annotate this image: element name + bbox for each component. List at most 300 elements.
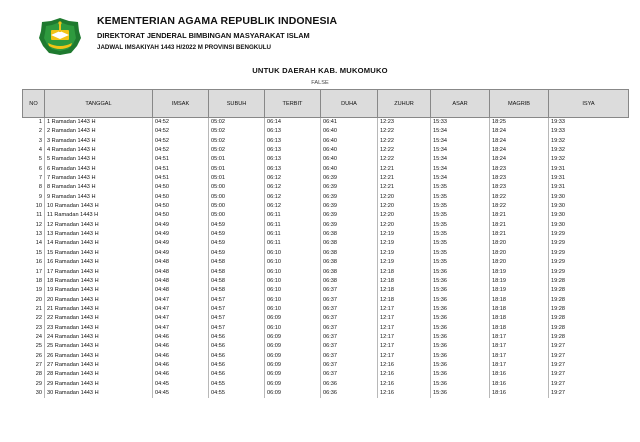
table-cell: 5 <box>38 156 42 163</box>
table-cell: 06:09 <box>265 361 321 370</box>
table-cell: 12 <box>35 221 42 228</box>
table-cell: 12:16 <box>378 380 431 389</box>
table-cell: 12:22 <box>378 127 431 136</box>
table-cell: 19 <box>35 287 42 294</box>
table-cell: 06:37 <box>321 352 378 361</box>
table-cell: 12:21 <box>378 174 431 183</box>
table-cell: 6 <box>38 165 42 172</box>
table-cell: 06:10 <box>265 268 321 277</box>
table-cell: 25 Ramadan 1443 H <box>45 342 153 351</box>
table-cell: 06:09 <box>265 333 321 342</box>
table-cell: 06:11 <box>265 239 321 248</box>
table-cell: 1 Ramadan 1443 H <box>45 118 153 128</box>
table-cell: 19:32 <box>549 137 629 146</box>
table-cell: 18:23 <box>490 183 549 192</box>
table-cell: 7 <box>38 175 42 182</box>
table-cell: 18:22 <box>490 193 549 202</box>
table-cell: 04:45 <box>153 380 209 389</box>
table-cell: 15:36 <box>431 361 490 370</box>
table-cell: 15:34 <box>431 127 490 136</box>
table-cell: 04:45 <box>153 389 209 398</box>
table-cell: 15:35 <box>431 202 490 211</box>
table-cell: 15:35 <box>431 249 490 258</box>
table-row <box>23 165 629 174</box>
table-cell: 06:10 <box>265 305 321 314</box>
table-row <box>23 286 629 295</box>
table-cell: 5 Ramadan 1443 H <box>45 155 153 164</box>
table-cell: 06:14 <box>265 118 321 128</box>
table-cell: 04:57 <box>209 314 265 323</box>
table-cell: 18:24 <box>490 146 549 155</box>
table-cell: 12:18 <box>378 277 431 286</box>
table-cell: 12:19 <box>378 258 431 267</box>
table-cell: 06:39 <box>321 202 378 211</box>
table-cell: 06:12 <box>265 193 321 202</box>
table-cell: 04:47 <box>153 305 209 314</box>
table-cell: 12:16 <box>378 389 431 398</box>
table-cell: 27 <box>35 361 42 368</box>
region-label: UNTUK DAERAH KAB. MUKOMUKO <box>252 66 388 75</box>
table-cell: 19:29 <box>549 268 629 277</box>
table-cell: 18:20 <box>490 258 549 267</box>
col-header: TANGGAL <box>45 90 153 118</box>
table-cell: 19:27 <box>549 389 629 398</box>
table-cell: 12:17 <box>378 333 431 342</box>
table-cell: 06:39 <box>321 221 378 230</box>
table-cell: 19:30 <box>549 193 629 202</box>
table-cell: 15:36 <box>431 268 490 277</box>
table-cell: 18:24 <box>490 137 549 146</box>
table-cell: 12:17 <box>378 342 431 351</box>
col-header: IMSAK <box>153 90 209 118</box>
table-cell: 18:17 <box>490 333 549 342</box>
table-cell: 04:52 <box>153 127 209 136</box>
table-cell: 19:30 <box>549 221 629 230</box>
table-cell: 15:36 <box>431 380 490 389</box>
table-row <box>23 193 629 202</box>
table-cell: 19:29 <box>549 249 629 258</box>
table-cell: 9 <box>38 193 42 200</box>
table-cell: 4 Ramadan 1443 H <box>45 146 153 155</box>
table-cell: 19:33 <box>549 118 629 128</box>
table-cell: 16 Ramadan 1443 H <box>45 258 153 267</box>
table-cell: 05:00 <box>209 183 265 192</box>
table-cell: 18:16 <box>490 389 549 398</box>
table-cell: 06:40 <box>321 127 378 136</box>
table-cell: 14 <box>35 240 42 247</box>
table-cell: 16 <box>35 259 42 266</box>
table-row <box>23 118 629 128</box>
table-cell: 19:27 <box>549 342 629 351</box>
table-cell: 6 Ramadan 1443 H <box>45 165 153 174</box>
table-cell: 12:20 <box>378 193 431 202</box>
table-cell: 05:00 <box>209 202 265 211</box>
table-cell: 06:41 <box>321 118 378 128</box>
table-cell: 04:58 <box>209 286 265 295</box>
table-cell: 04:56 <box>209 352 265 361</box>
table-cell: 04:51 <box>153 155 209 164</box>
table-cell: 18:18 <box>490 296 549 305</box>
table-cell: 26 <box>35 352 42 359</box>
table-cell: 06:10 <box>265 286 321 295</box>
table-cell: 06:37 <box>321 333 378 342</box>
col-header: NO <box>23 90 45 118</box>
table-cell: 12:20 <box>378 221 431 230</box>
table-cell: 04:47 <box>153 324 209 333</box>
table-cell: 12:20 <box>378 211 431 220</box>
table-cell: 22 Ramadan 1443 H <box>45 314 153 323</box>
table-cell: 12:18 <box>378 268 431 277</box>
table-cell: 12:17 <box>378 352 431 361</box>
table-cell: 06:37 <box>321 361 378 370</box>
directorate-subtitle: DIREKTORAT JENDERAL BIMBINGAN MASYARAKAT ISLAM <box>97 31 310 40</box>
table-row <box>23 342 629 351</box>
table-cell: 04:48 <box>153 268 209 277</box>
table-cell: 04:56 <box>209 342 265 351</box>
table-cell: 04:55 <box>209 380 265 389</box>
table-row <box>23 333 629 342</box>
table-cell: 12:17 <box>378 324 431 333</box>
table-cell: 06:09 <box>265 342 321 351</box>
table-header-row <box>23 90 629 118</box>
table-cell: 05:02 <box>209 146 265 155</box>
table-cell: 06:37 <box>321 314 378 323</box>
table-row <box>23 202 629 211</box>
table-cell: 04:59 <box>209 249 265 258</box>
table-cell: 06:38 <box>321 230 378 239</box>
table-cell: 19:28 <box>549 286 629 295</box>
table-cell: 19:31 <box>549 183 629 192</box>
col-header: SUBUH <box>209 90 265 118</box>
table-cell: 04:50 <box>153 202 209 211</box>
table-cell: 06:40 <box>321 155 378 164</box>
table-cell: 19 Ramadan 1443 H <box>45 286 153 295</box>
table-cell: 18 Ramadan 1443 H <box>45 277 153 286</box>
table-cell: 19:28 <box>549 296 629 305</box>
table-cell: 06:13 <box>265 146 321 155</box>
table-cell: 04:46 <box>153 333 209 342</box>
table-cell: 06:40 <box>321 146 378 155</box>
table-cell: 15:36 <box>431 333 490 342</box>
table-cell: 06:37 <box>321 305 378 314</box>
table-cell: 15:36 <box>431 296 490 305</box>
table-cell: 19:29 <box>549 258 629 267</box>
table-cell: 06:13 <box>265 165 321 174</box>
col-header: ASAR <box>431 90 490 118</box>
table-cell: 12:18 <box>378 296 431 305</box>
table-cell: 04:46 <box>153 342 209 351</box>
table-cell: 12 Ramadan 1443 H <box>45 221 153 230</box>
table-cell: 06:38 <box>321 258 378 267</box>
table-cell: 28 <box>35 371 42 378</box>
table-cell: 15:36 <box>431 324 490 333</box>
table-row <box>23 361 629 370</box>
table-cell: 18:19 <box>490 268 549 277</box>
table-cell: 19:29 <box>549 239 629 248</box>
table-cell: 12:19 <box>378 239 431 248</box>
table-cell: 06:10 <box>265 296 321 305</box>
table-cell: 19:28 <box>549 324 629 333</box>
table-cell: 06:13 <box>265 127 321 136</box>
table-cell: 15:34 <box>431 155 490 164</box>
table-cell: 06:38 <box>321 277 378 286</box>
table-cell: 15:36 <box>431 389 490 398</box>
table-cell: 18:24 <box>490 155 549 164</box>
table-cell: 12:19 <box>378 230 431 239</box>
table-cell: 06:11 <box>265 211 321 220</box>
table-cell: 06:10 <box>265 324 321 333</box>
table-cell: 04:57 <box>209 296 265 305</box>
table-cell: 12:23 <box>378 118 431 128</box>
table-cell: 05:02 <box>209 137 265 146</box>
table-cell: 15:34 <box>431 146 490 155</box>
table-row <box>23 314 629 323</box>
table-cell: 15:35 <box>431 183 490 192</box>
table-cell: 06:36 <box>321 389 378 398</box>
table-cell: 05:01 <box>209 165 265 174</box>
table-cell: 12:17 <box>378 305 431 314</box>
table-cell: 04:49 <box>153 239 209 248</box>
table-cell: 27 Ramadan 1443 H <box>45 361 153 370</box>
table-cell: 18:17 <box>490 361 549 370</box>
table-cell: 18:22 <box>490 202 549 211</box>
table-cell: 19:29 <box>549 230 629 239</box>
table-cell: 06:40 <box>321 165 378 174</box>
table-cell: 28 Ramadan 1443 H <box>45 370 153 379</box>
table-cell: 04:56 <box>209 361 265 370</box>
table-cell: 30 <box>35 389 42 396</box>
table-cell: 25 <box>35 343 42 350</box>
table-cell: 19:33 <box>549 127 629 136</box>
table-cell: 15:35 <box>431 221 490 230</box>
table-cell: 18:21 <box>490 211 549 220</box>
table-row <box>23 211 629 220</box>
table-cell: 15:36 <box>431 305 490 314</box>
table-cell: 04:49 <box>153 230 209 239</box>
table-cell: 18:23 <box>490 174 549 183</box>
table-cell: 21 Ramadan 1443 H <box>45 305 153 314</box>
table-cell: 12:22 <box>378 155 431 164</box>
table-cell: 06:38 <box>321 249 378 258</box>
table-cell: 05:00 <box>209 211 265 220</box>
table-cell: 04:58 <box>209 258 265 267</box>
table-cell: 06:39 <box>321 211 378 220</box>
table-cell: 06:12 <box>265 174 321 183</box>
table-row <box>23 258 629 267</box>
table-cell: 12:19 <box>378 249 431 258</box>
table-cell: 15:33 <box>431 118 490 128</box>
table-cell: 18:20 <box>490 249 549 258</box>
table-cell: 10 Ramadan 1443 H <box>45 202 153 211</box>
table-cell: 19:27 <box>549 370 629 379</box>
table-row <box>23 305 629 314</box>
table-cell: 22 <box>35 315 42 322</box>
table-cell: 06:09 <box>265 314 321 323</box>
table-cell: 05:02 <box>209 118 265 128</box>
table-cell: 18:17 <box>490 342 549 351</box>
table-cell: 06:10 <box>265 277 321 286</box>
table-cell: 13 Ramadan 1443 H <box>45 230 153 239</box>
table-row <box>23 137 629 146</box>
table-cell: 12:21 <box>378 183 431 192</box>
table-cell: 06:11 <box>265 221 321 230</box>
table-cell: 06:39 <box>321 193 378 202</box>
table-cell: 18:23 <box>490 165 549 174</box>
table-row <box>23 380 629 389</box>
table-cell: 18:18 <box>490 324 549 333</box>
table-cell: 19:27 <box>549 352 629 361</box>
document-header <box>97 15 337 52</box>
table-cell: 06:37 <box>321 324 378 333</box>
table-cell: 15:35 <box>431 193 490 202</box>
table-cell: 18:17 <box>490 352 549 361</box>
table-cell: 11 <box>36 212 42 219</box>
table-row <box>23 146 629 155</box>
table-row <box>23 268 629 277</box>
table-cell: 15 <box>35 249 42 256</box>
table-cell: 15:34 <box>431 165 490 174</box>
table-cell: 15:35 <box>431 230 490 239</box>
table-cell: 18:18 <box>490 305 549 314</box>
table-row <box>23 221 629 230</box>
table-row <box>23 296 629 305</box>
table-row <box>23 127 629 136</box>
table-cell: 19:27 <box>549 361 629 370</box>
table-cell: 15 Ramadan 1443 H <box>45 249 153 258</box>
table-cell: 18:19 <box>490 277 549 286</box>
table-cell: 06:10 <box>265 249 321 258</box>
table-cell: 06:39 <box>321 174 378 183</box>
table-cell: 15:36 <box>431 277 490 286</box>
table-cell: 26 Ramadan 1443 H <box>45 352 153 361</box>
table-cell: 19:32 <box>549 155 629 164</box>
table-cell: 05:01 <box>209 155 265 164</box>
table-cell: 04:46 <box>153 370 209 379</box>
table-cell: 04:48 <box>153 286 209 295</box>
table-cell: 1 <box>38 119 42 125</box>
table-cell: 7 Ramadan 1443 H <box>45 174 153 183</box>
table-cell: 04:46 <box>153 352 209 361</box>
table-cell: 19:31 <box>549 165 629 174</box>
table-cell: 04:59 <box>209 230 265 239</box>
table-cell: 20 Ramadan 1443 H <box>45 296 153 305</box>
table-cell: 19:30 <box>549 202 629 211</box>
table-cell: 19:28 <box>549 277 629 286</box>
table-cell: 04:58 <box>209 277 265 286</box>
table-cell: 06:38 <box>321 239 378 248</box>
table-cell: 06:39 <box>321 183 378 192</box>
table-cell: 19:28 <box>549 314 629 323</box>
table-cell: 04:52 <box>153 146 209 155</box>
table-row <box>23 183 629 192</box>
table-cell: 12:18 <box>378 286 431 295</box>
table-cell: 17 <box>35 268 42 275</box>
table-cell: 29 <box>35 380 42 387</box>
table-cell: 06:37 <box>321 286 378 295</box>
table-cell: 14 Ramadan 1443 H <box>45 239 153 248</box>
table-cell: 05:00 <box>209 193 265 202</box>
table-cell: 24 <box>35 333 42 340</box>
col-header: ISYA <box>549 90 629 118</box>
table-cell: 06:09 <box>265 389 321 398</box>
table-cell: 15:36 <box>431 352 490 361</box>
table-cell: 18 <box>35 277 42 284</box>
table-cell: 04:56 <box>209 333 265 342</box>
table-cell: 18:24 <box>490 127 549 136</box>
table-cell: 04:52 <box>153 137 209 146</box>
table-cell: 15:36 <box>431 314 490 323</box>
table-cell: 06:40 <box>321 137 378 146</box>
table-cell: 18:20 <box>490 239 549 248</box>
table-cell: 4 <box>38 147 42 154</box>
table-cell: 04:47 <box>153 296 209 305</box>
table-cell: 18:25 <box>490 118 549 128</box>
table-cell: 12:20 <box>378 202 431 211</box>
table-cell: 15:35 <box>431 211 490 220</box>
table-row <box>23 249 629 258</box>
table-row <box>23 389 629 398</box>
table-cell: 04:52 <box>153 118 209 128</box>
table-cell: 04:49 <box>153 221 209 230</box>
table-cell: 18:21 <box>490 221 549 230</box>
table-cell: 12:16 <box>378 370 431 379</box>
table-cell: 04:51 <box>153 165 209 174</box>
col-header: DUHA <box>321 90 378 118</box>
table-cell: 04:50 <box>153 183 209 192</box>
table-cell: 17 Ramadan 1443 H <box>45 268 153 277</box>
table-cell: 04:48 <box>153 277 209 286</box>
table-cell: 19:30 <box>549 211 629 220</box>
table-cell: 23 <box>35 324 42 331</box>
table-cell: 06:09 <box>265 352 321 361</box>
table-row <box>23 155 629 164</box>
table-cell: 11 Ramadan 1443 H <box>45 211 153 220</box>
table-cell: 18:21 <box>490 230 549 239</box>
table-cell: 18:16 <box>490 370 549 379</box>
table-row <box>23 352 629 361</box>
table-cell: 2 <box>38 128 42 135</box>
table-cell: 10 <box>35 203 42 210</box>
table-cell: 06:12 <box>265 183 321 192</box>
table-cell: 15:35 <box>431 239 490 248</box>
schedule-title: JADWAL IMSAKIYAH 1443 H/2022 M PROVINSI BENGKULU <box>97 44 271 51</box>
kemenag-emblem-icon <box>38 16 82 56</box>
table-cell: 2 Ramadan 1443 H <box>45 127 153 136</box>
table-cell: 19:32 <box>549 146 629 155</box>
table-cell: 29 Ramadan 1443 H <box>45 380 153 389</box>
table-cell: 19:31 <box>549 174 629 183</box>
table-cell: 04:56 <box>209 370 265 379</box>
table-cell: 15:34 <box>431 174 490 183</box>
table-cell: 12:17 <box>378 314 431 323</box>
table-cell: 04:47 <box>153 314 209 323</box>
table-cell: 06:13 <box>265 155 321 164</box>
table-cell: 21 <box>35 305 42 312</box>
table-cell: 8 <box>38 184 42 191</box>
table-cell: 04:57 <box>209 305 265 314</box>
table-cell: 12:21 <box>378 165 431 174</box>
table-cell: 18:16 <box>490 380 549 389</box>
table-cell: 04:46 <box>153 361 209 370</box>
table-cell: 06:09 <box>265 380 321 389</box>
table-cell: 06:38 <box>321 268 378 277</box>
table-cell: 04:59 <box>209 239 265 248</box>
col-header: TERBIT <box>265 90 321 118</box>
table-cell: 13 <box>35 231 42 238</box>
table-row <box>23 239 629 248</box>
table-cell: 18:19 <box>490 286 549 295</box>
table-row <box>23 174 629 183</box>
